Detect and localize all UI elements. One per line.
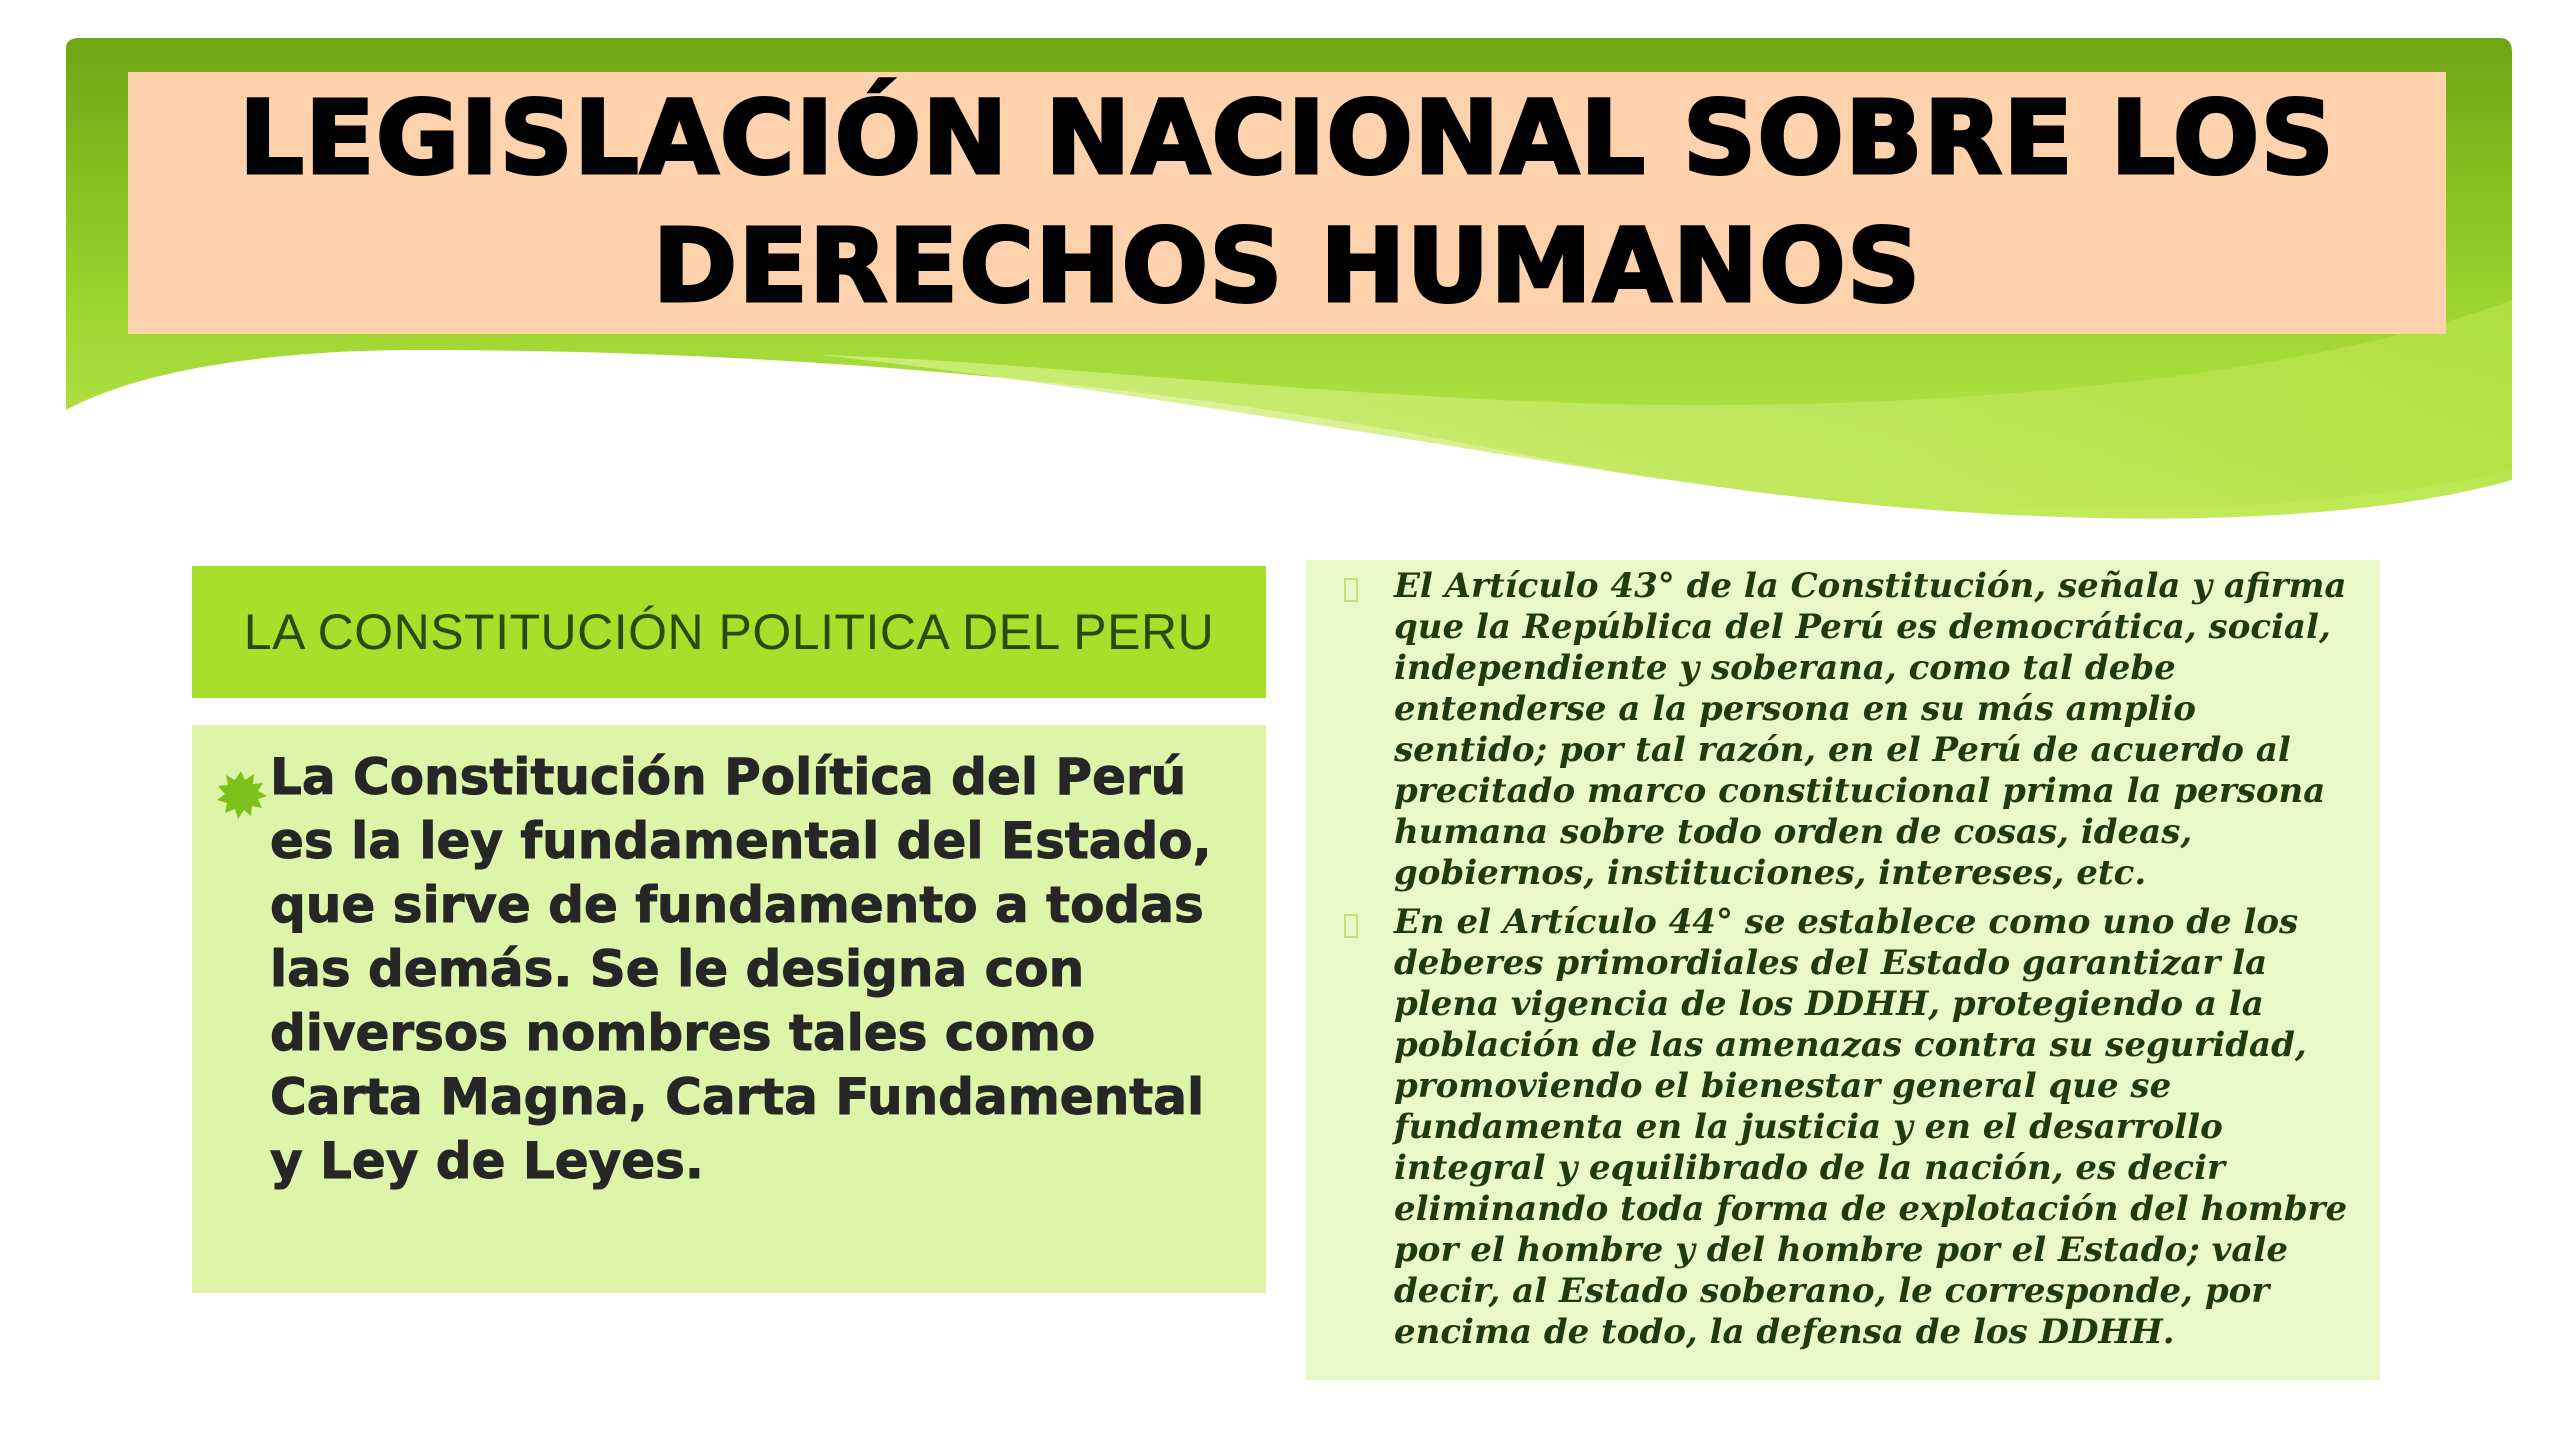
left-section-header-text: LA CONSTITUCIÓN POLITICA DEL PERU [243, 604, 1215, 660]
title-line-2: DERECHOS HUMANOS [652, 207, 1922, 326]
box-bullet-icon [1324, 914, 1394, 942]
left-bullet-item [212, 745, 1246, 1193]
box-bullet-icon [1324, 578, 1394, 606]
left-bullet-text: La Constitución Política del Perú es la ley fundamental del Estado, que sirve de fundamento a todas las demás. Se le designa con diversos nombres tales como Carta Magna, Carta Fundamental y Ley de Leyes. [270, 748, 1212, 1190]
right-content-box [1306, 560, 2380, 1380]
right-bullet-text-1: El Artículo 43° de la Constitución, señala y afirma que la República del Perú es democrática, social, independiente y soberana, como tal debe entenderse a la persona en su más amplio sentido; por tal razón, en el Perú de acuerdo al precitado marco constitucional prima la persona humana sobre todo orden de cosas, ideas, gobiernos, instituciones, intereses, etc. [1394, 566, 2347, 893]
left-section-header [192, 566, 1266, 698]
title-line-1: LEGISLACIÓN NACIONAL SOBRE LOS [239, 79, 2335, 198]
right-bullet-item [1324, 902, 2356, 1353]
star-burst-bullet-icon [212, 765, 270, 823]
slide-title [239, 75, 2335, 331]
title-box [128, 72, 2446, 334]
right-bullet-text-2: En el Artículo 44° se establece como uno de los deberes primordiales del Estado garantizar la plena vigencia de los DDHH, protegiendo a la población de las amenazas contra su seguridad, promoviendo el bienestar general que se fundamenta en la justicia y en el desarrollo integral y equilibrado de la nación, es decir eliminando toda forma de explotación del hombre por el hombre y del hombre por el Estado; vale decir, al Estado soberano, le corresponde, por encima de todo, la defensa de los DDHH. [1394, 902, 2348, 1352]
right-bullet-item [1324, 566, 2356, 894]
left-section-body [192, 725, 1266, 1293]
